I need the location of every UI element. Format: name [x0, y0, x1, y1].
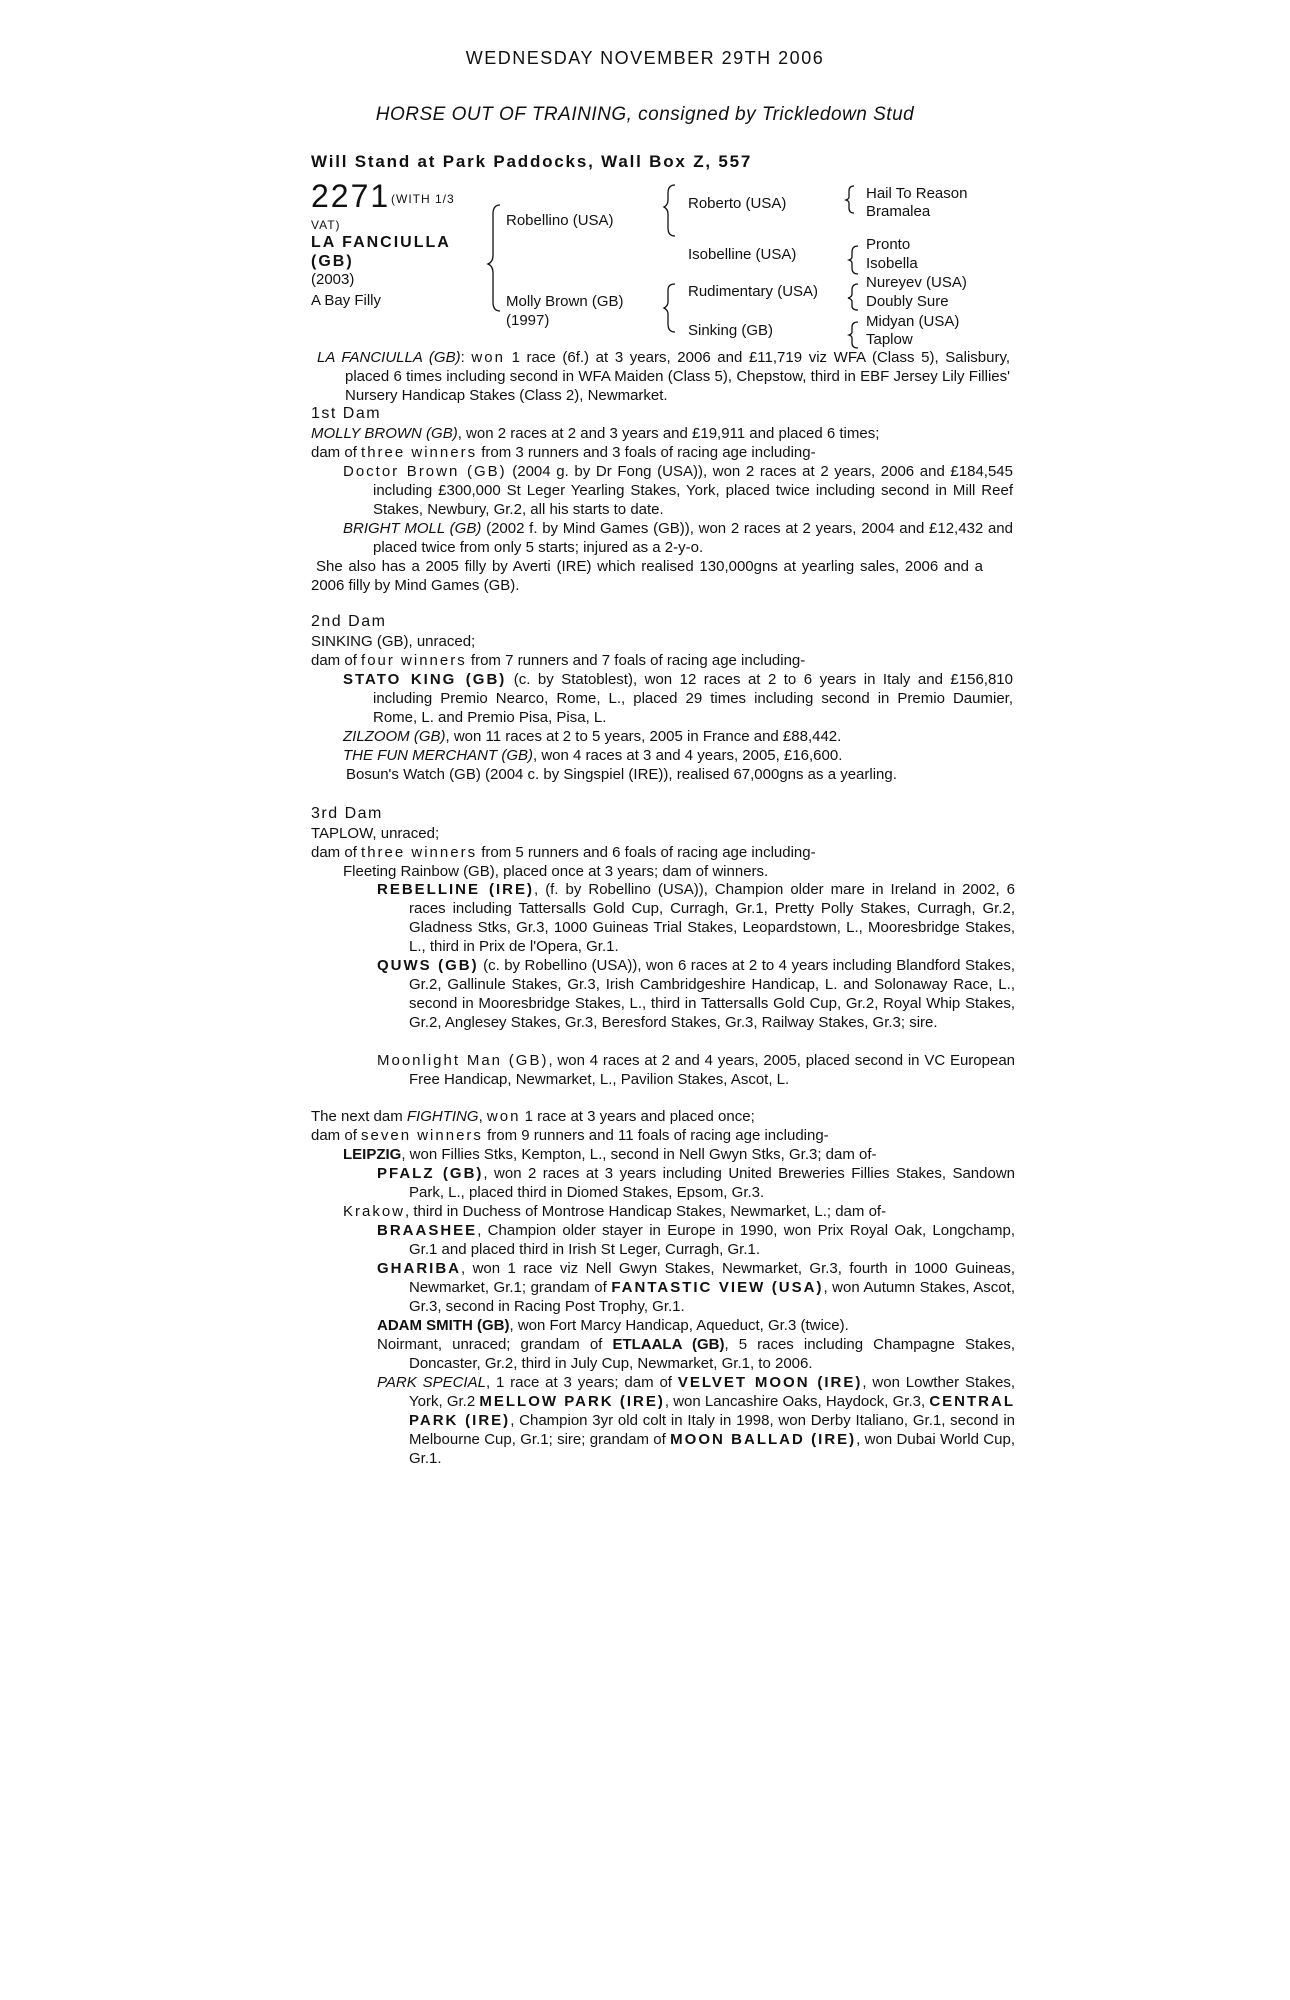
- produce-name: PFALZ (GB): [377, 1165, 484, 1182]
- pedigree-g1: Hail To Reason: [866, 185, 968, 202]
- produce-text: , won 1 race viz Nell Gwyn Stakes, Newmarket, Gr.3, fourth in 1000 Guineas, Newmarket, Gr.1; grandam of: [409, 1260, 1015, 1296]
- third-dam-dam-of: dam of: [311, 844, 362, 861]
- produce-name: Moonlight Man (GB): [377, 1052, 549, 1069]
- next-dam-record: 1 race at 3 years and placed once;: [520, 1108, 755, 1125]
- produce-rebelline: [377, 880, 1015, 956]
- horse-summary: LA FANCIULLA (GB): won 1 race (6f.) at 3 years, 2006 and £11,719 viz WFA (Class 5), Salisbury, placed 6 times including second in WFA Maiden (Class 5), Chepstow, third in EBF Jersey Lily Fillies' Nursery Handicap Stakes (Class 2), Newmarket.: [317, 349, 1011, 404]
- summary-name: LA FANCIULLA (GB): [317, 349, 461, 366]
- horse-year: (2003): [311, 271, 355, 288]
- next-dam-produce: [311, 1126, 981, 1145]
- produce-text: , won 4 races at 3 and 4 years, 2005, £16,600.: [533, 747, 843, 764]
- produce-name-mellow-park: MELLOW PARK (IRE): [479, 1393, 665, 1410]
- pedigree-g5: Nureyev (USA): [866, 274, 967, 291]
- produce-krakow: [343, 1202, 983, 1221]
- produce-text-e: , won Dubai World Cup, Gr.1.: [409, 1431, 1015, 1467]
- produce-name: BRIGHT MOLL (GB): [343, 520, 482, 537]
- first-dam-dam-of: dam of: [311, 444, 362, 461]
- produce-noirmant: [377, 1335, 1015, 1373]
- produce-name: STATO KING (GB): [343, 671, 507, 688]
- produce-text: , Champion older stayer in Europe in 1990, won Prix Royal Oak, Longchamp, Gr.1 and placed third in Irish St Leger, Curragh, Gr.1.: [409, 1222, 1015, 1258]
- produce-moonlight-man: [377, 1051, 1015, 1089]
- first-dam-produce: [311, 443, 981, 462]
- stand-location: Will Stand at Park Paddocks, Wall Box Z, 557: [311, 152, 753, 171]
- produce-text-2: , 5 races including Champagne Stakes, Doncaster, Gr.2, third in July Cup, Newmarket, Gr.1, to 2006.: [409, 1336, 1016, 1372]
- first-dam-record: [311, 424, 981, 443]
- produce-zilzoom: [343, 727, 983, 746]
- produce-text-b: , won Lowther Stakes, York, Gr.2: [409, 1374, 1016, 1410]
- second-dam-produce: [311, 651, 981, 670]
- produce-name: PARK SPECIAL: [377, 1374, 486, 1391]
- produce-ghariba: [377, 1259, 1015, 1316]
- second-dam-name: SINKING (GB), unraced;: [311, 633, 476, 650]
- produce-text: , won 4 races at 2 and 4 years, 2005, placed second in VC European Free Handicap, Newmarket, L., Pavilion Stakes, Ascot, L.: [409, 1052, 1015, 1088]
- next-dam-label: The next dam: [311, 1108, 407, 1125]
- produce-text-d: , Champion 3yr old colt in Italy in 1998, won Derby Italiano, Gr.1, second in Melbourne Cup, Gr.1; sire; grandam of: [409, 1412, 1015, 1448]
- produce-name-moon-ballad: MOON BALLAD (IRE): [670, 1431, 857, 1448]
- produce-text: (2002 f. by Mind Games (GB)), won 2 races at 2 years, 2004 and £12,432 and placed twice from only 5 starts; injured as a 2-y-o.: [373, 520, 1013, 556]
- consignment-line: HORSE OUT OF TRAINING, consigned by Trickledown Stud: [375, 104, 915, 125]
- lot-number: 2271: [311, 178, 391, 214]
- pedigree-sire: Robellino (USA): [506, 212, 614, 229]
- produce-text-c: , won Lancashire Oaks, Haydock, Gr.3,: [664, 1393, 930, 1410]
- produce-pfalz: [377, 1164, 1015, 1202]
- first-dam-text: , won 2 races at 2 and 3 years and £19,911 and placed 6 times;: [457, 425, 880, 442]
- third-dam-name: TAPLOW, unraced;: [311, 825, 440, 842]
- produce-text: , won 2 races at 3 years including United Breweries Fillies Stakes, Sandown Park, L., placed third in Diomed Stakes, Epsom, Gr.3.: [409, 1165, 1015, 1201]
- third-dam-produce: [311, 843, 981, 862]
- produce-name: BRAASHEE: [377, 1222, 478, 1239]
- produce-text: (c. by Robellino (USA)), won 6 races at 2 to 4 years including Blandford Stakes, Gr.2, Gallinule Stakes, Gr.3, Irish Cambridgeshire Handicap, L. and Solonaway Race, L., second in Mooresbridge Stakes, L., third in Tattersalls Gold Cup, Gr.2, Royal Whip Stakes, Gr.2, Anglesey Stakes, Gr.3, Beresford Stakes, Gr.3, Railway Stakes, Gr.3; sire.: [409, 957, 1015, 1031]
- second-dam-produce-text: from 7 runners and 7 foals of racing age including-: [466, 652, 806, 669]
- produce-text-2: , won Autumn Stakes, Ascot, Gr.3, second in Racing Post Trophy, Gr.1.: [409, 1279, 1015, 1315]
- produce-fleeting-rainbow: Fleeting Rainbow (GB), placed once at 3 years; dam of winners.: [343, 863, 769, 880]
- pedigree-braces: [0, 0, 1290, 360]
- pedigree-g4: Isobella: [866, 255, 918, 272]
- horse-name: LA FANCIULLA (GB): [311, 234, 451, 270]
- produce-braashee: [377, 1221, 1015, 1259]
- horse-description: A Bay Filly: [311, 292, 382, 309]
- pedigree-g7: Midyan (USA): [866, 313, 960, 330]
- pedigree-g6: Doubly Sure: [866, 293, 949, 310]
- pedigree-sire-sire: Roberto (USA): [688, 195, 787, 212]
- produce-name: ZILZOOM (GB): [343, 728, 446, 745]
- produce-text: , won 11 races at 2 to 5 years, 2005 in France and £88,442.: [445, 728, 842, 745]
- next-dam-sep: ,: [478, 1108, 487, 1125]
- produce-text: , (f. by Robellino (USA)), Champion older mare in Ireland in 2002, 6 races including Tattersalls Gold Cup, Curragh, Gr.1, Pretty Polly Stakes, Curragh, Gr.2, Gladness Stks, Gr.3, 1000 Guineas Trial Stakes, Leopardstown, L., Mooresbridge Stakes, L., third in Prix de l'Opera, Gr.1.: [409, 881, 1015, 955]
- produce-bosuns-watch: Bosun's Watch (GB) (2004 c. by Singspiel (IRE)), realised 67,000gns as a yearling.: [346, 766, 897, 783]
- produce-bright-moll: [343, 519, 1013, 557]
- produce-name: QUWS (GB): [377, 957, 479, 974]
- first-dam-other-produce: She also has a 2005 filly by Averti (IRE) which realised 130,000gns at yearling sales, 2006 and a 2006 filly by Mind Games (GB).: [311, 558, 983, 594]
- second-dam-heading: 2nd Dam: [311, 613, 387, 630]
- produce-stato-king: [343, 670, 1013, 727]
- pedigree-g2: Bramalea: [866, 203, 931, 220]
- pedigree-sire-dam: Isobelline (USA): [688, 246, 797, 263]
- summary-text: 1 race (6f.) at 3 years, 2006 and £11,719 viz WFA (Class 5), Salisbury, placed 6 times including second in WFA Maiden (Class 5), Chepstow, third in EBF Jersey Lily Fillies' Nursery Handicap Stakes (Class 2), Newmarket.: [345, 349, 1011, 404]
- pedigree-dam-sire: Rudimentary (USA): [688, 283, 819, 300]
- vat-note-a: (WITH 1/3: [391, 192, 455, 206]
- produce-name: THE FUN MERCHANT (GB): [343, 747, 533, 764]
- produce-adam-smith: [377, 1316, 983, 1335]
- produce-fun-merchant: [343, 746, 983, 765]
- pedigree-dam-dam: Sinking (GB): [688, 322, 774, 339]
- produce-name: ETLAALA (GB): [612, 1336, 725, 1353]
- produce-name-velvet-moon: VELVET MOON (IRE): [677, 1374, 863, 1391]
- pedigree-g8: Taplow: [866, 331, 913, 348]
- first-dam-name: MOLLY BROWN (GB): [311, 425, 458, 442]
- summary-won: won: [471, 349, 505, 366]
- produce-text: , 1 race at 3 years; dam of: [485, 1374, 678, 1391]
- second-dam-dam-of: dam of: [311, 652, 362, 669]
- next-dam-won: won: [486, 1108, 521, 1125]
- produce-name: Doctor Brown (GB): [343, 463, 507, 480]
- produce-text: (2004 g. by Dr Fong (USA)), won 2 races at 2 years, 2006 and £184,545 including £300,000 St Leger Yearling Stakes, York, placed twice including second in Mill Reef Stakes, Newbury, Gr.2, all his starts to date.: [373, 463, 1013, 518]
- produce-name-central-park: CENTRAL PARK (IRE): [409, 1393, 1016, 1429]
- produce-park-special: [377, 1373, 1015, 1468]
- produce-text: , won Fort Marcy Handicap, Aqueduct, Gr.3 (twice).: [509, 1317, 849, 1334]
- produce-doctor-brown: [343, 462, 1013, 519]
- first-dam-heading: 1st Dam: [311, 405, 382, 422]
- produce-name: REBELLINE (IRE): [377, 881, 535, 898]
- pedigree-dam-year: (1997): [506, 312, 550, 329]
- third-dam-produce-text: from 5 runners and 6 foals of racing age including-: [477, 844, 816, 861]
- sale-date: WEDNESDAY NOVEMBER 29TH 2006: [465, 48, 825, 68]
- third-dam-heading: 3rd Dam: [311, 805, 383, 822]
- produce-name-2: FANTASTIC VIEW (USA): [611, 1279, 824, 1296]
- next-dam-intro: [311, 1107, 981, 1126]
- produce-text: , won Fillies Stks, Kempton, L., second in Nell Gwyn Stks, Gr.3; dam of-: [401, 1146, 877, 1163]
- second-dam-winners: four winners: [361, 652, 467, 669]
- produce-name: GHARIBA: [377, 1260, 461, 1277]
- next-dam-dam-of: dam of: [311, 1127, 362, 1144]
- pedigree-g3: Pronto: [866, 236, 911, 253]
- produce-name: Krakow: [343, 1203, 406, 1220]
- third-dam-winners: three winners: [361, 844, 478, 861]
- produce-leipzig: [343, 1145, 983, 1164]
- produce-text: (c. by Statoblest), won 12 races at 2 to 6 years in Italy and £156,810 including Premio Nearco, Rome, L., placed 29 times including second in Premio Daumier, Rome, L. and Premio Pisa, Pisa, L.: [373, 671, 1013, 726]
- next-dam-produce-text: from 9 runners and 11 foals of racing age including-: [482, 1127, 829, 1144]
- next-dam-winners: seven winners: [361, 1127, 483, 1144]
- first-dam-produce-text: from 3 runners and 3 foals of racing age including-: [477, 444, 816, 461]
- produce-name: ADAM SMITH (GB): [377, 1317, 510, 1334]
- pedigree-dam: Molly Brown (GB): [506, 293, 624, 310]
- next-dam-name: FIGHTING: [406, 1108, 479, 1125]
- produce-quws: [377, 956, 1015, 1032]
- produce-text: , third in Duchess of Montrose Handicap Stakes, Newmarket, L.; dam of-: [405, 1203, 887, 1220]
- produce-text: Noirmant, unraced; grandam of: [377, 1336, 613, 1353]
- vat-note-b: VAT): [311, 218, 341, 232]
- produce-name: LEIPZIG: [343, 1146, 402, 1163]
- first-dam-winners: three winners: [361, 444, 478, 461]
